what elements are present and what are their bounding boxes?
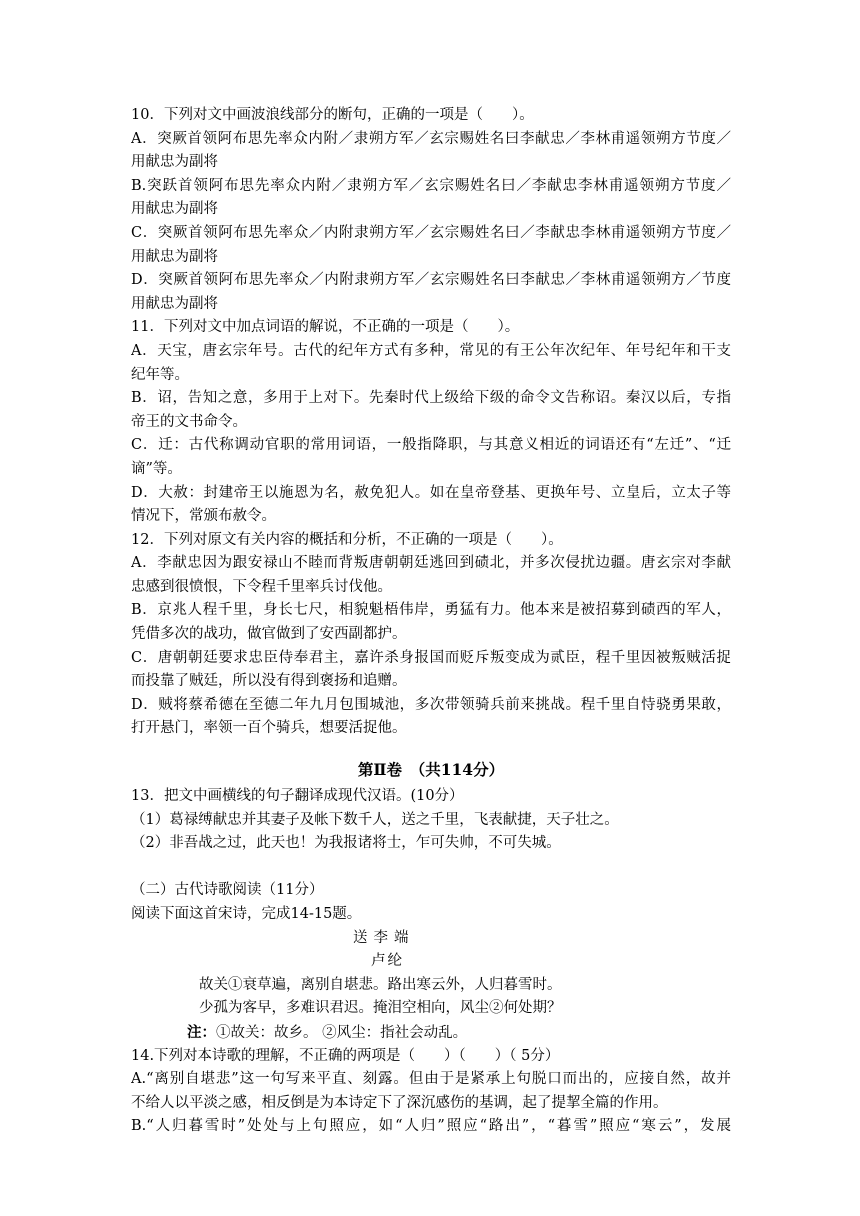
q11-option-c: C．迁：古代称调动官职的常用词语，一般指降职，与其意义相近的词语还有“左迁”、“迁 (131, 437, 731, 454)
poem-note (131, 1021, 731, 1045)
q13-sentence-1: （1）葛禄缚献忠并其妻子及帐下数千人，送之千里，飞表献捷，天子壮之。 (131, 811, 619, 828)
q10-option-a: A．突厥首领阿布思先率众内附／隶朔方军／玄宗赐姓名曰李献忠／李林甫遥领朔方节度／ (131, 130, 731, 147)
q12-option-a: A．李献忠因为跟安禄山不睦而背叛唐朝朝廷逃回到碛北，并多次侵扰边疆。唐玄宗对李献 (131, 555, 731, 572)
q12-stem: 12．下列对原文有关内容的概括和分析，不正确的一项是（ ）。 (131, 531, 563, 548)
q14-option-a-cont: 不给人以平淡之感，相反倒是为本诗定下了深沉感伤的基调，起了提挈全篇的作用。 (131, 1094, 668, 1111)
q11-option-d: D．大赦：封建帝王以施恩为名，赦免犯人。如在皇帝登基、更换年号、立皇后，立太子等 (131, 484, 731, 501)
poem-note-label: 注： (187, 1023, 216, 1041)
poem-line-2: 少孤为客早，多难识君迟。掩泪空相向，风尘②何处期？ (199, 1000, 562, 1017)
q12-option-d: D．贼将蔡希德在至德二年九月包围城池，多次带领骑兵前来挑战。程千里自恃骁勇果敢， (131, 696, 731, 713)
q10-option-c-cont: 用献忠为副将 (131, 248, 218, 265)
q12-option-c: C．唐朝朝廷要求忠臣侍奉君主，嘉许杀身报国而贬斥叛变成为贰臣，程千里因被叛贼活捉 (131, 649, 731, 666)
poem-line-1: 故关①衰草遍，离别自堪悲。路出寒云外，人归暮雪时。 (199, 976, 562, 993)
q10-option-b: B.突跃首领阿布思先率众内附／隶朔方军／玄宗赐姓名曰／李献忠李林甫遥领朔方节度／ (131, 177, 731, 194)
q11-option-a: A．天宝，唐玄宗年号。古代的纪年方式有多种，常见的有王公年次纪年、年号纪年和干支 (131, 342, 731, 359)
q14-option-a: A.“离别自堪悲”这一句写来平直、刻露。但由于是紧承上句脱口而出的，应接自然，故并 (131, 1071, 731, 1088)
poetry-section-heading: （二）古代诗歌阅读（11分） (131, 882, 324, 899)
q11-option-b: B．诏，告知之意，多用于上对下。先秦时代上级给下级的命令文告称诏。秦汉以后，专指 (131, 390, 731, 407)
q10-option-a-cont: 用献忠为副将 (131, 154, 218, 171)
poetry-instruction: 阅读下面这首宋诗，完成14-15题。 (131, 906, 362, 922)
q10-option-b-cont: 用献忠为副将 (131, 201, 218, 218)
q11-stem: 11．下列对文中加点词语的解说，不正确的一项是（ ）。 (131, 319, 520, 336)
q11-option-d-cont: 情况下，常颁布赦令。 (131, 508, 276, 525)
q11-option-b-cont: 帝王的文书命令。 (131, 413, 247, 430)
exam-page (131, 104, 731, 1139)
q10-option-d-cont: 用献忠为副将 (131, 295, 218, 312)
q12-option-b: B．京兆人程千里，身长七尺，相貌魁梧伟岸，勇猛有力。他本来是被招募到碛西的军人， (131, 602, 731, 619)
q11-option-c-cont: 谪”等。 (131, 460, 182, 477)
q13-sentence-2: （2）非吾战之过，此天也！为我报诸将士，乍可失帅，不可失城。 (131, 835, 561, 852)
poem-title: 送李端 (353, 929, 415, 946)
poem-author: 卢纶 (371, 953, 404, 970)
q10-option-c: C．突厥首领阿布思先率众／内附隶朔方军／玄宗赐姓名曰／李献忠李林甫遥领朔方节度／ (131, 224, 731, 241)
blank-line (131, 856, 731, 880)
q11-option-a-cont: 纪年等。 (131, 366, 189, 383)
q14-option-b: B.“人归暮雪时”处处与上句照应，如“人归”照应“路出”，“暮雪”照应“寒云”，发展 (131, 1118, 731, 1135)
q10-option-d: D．突厥首领阿布思先率众／内附隶朔方军／玄宗赐姓名曰李献忠／李林甫遥领朔方／节度 (131, 272, 731, 289)
q10-stem: 10．下列对文中画波浪线部分的断句，正确的一项是（ ）。 (131, 107, 534, 123)
q12-option-c-cont: 而投靠了贼廷，所以没有得到褒扬和追赠。 (131, 673, 407, 690)
q12-option-a-cont: 忠感到很愤恨，下令程千里率兵讨伐他。 (131, 578, 392, 595)
part2-title: 第Ⅱ卷 （共114分） (357, 760, 505, 780)
q12-option-b-cont: 凭借多次的战功，做官做到了安西副都护。 (131, 626, 407, 643)
q13-stem: 13．把文中画横线的句子翻译成现代汉语。(10分） (131, 788, 464, 805)
q14-stem: 14.下列对本诗歌的理解，不正确的两项是（ ）（ ）（ 5分） (131, 1047, 560, 1064)
poem-note-text: ①故关：故乡。 ②风尘：指社会动乱。 (216, 1024, 468, 1041)
q12-option-d-cont: 打开悬门，率领一百个骑兵，想要活捉他。 (131, 720, 407, 737)
